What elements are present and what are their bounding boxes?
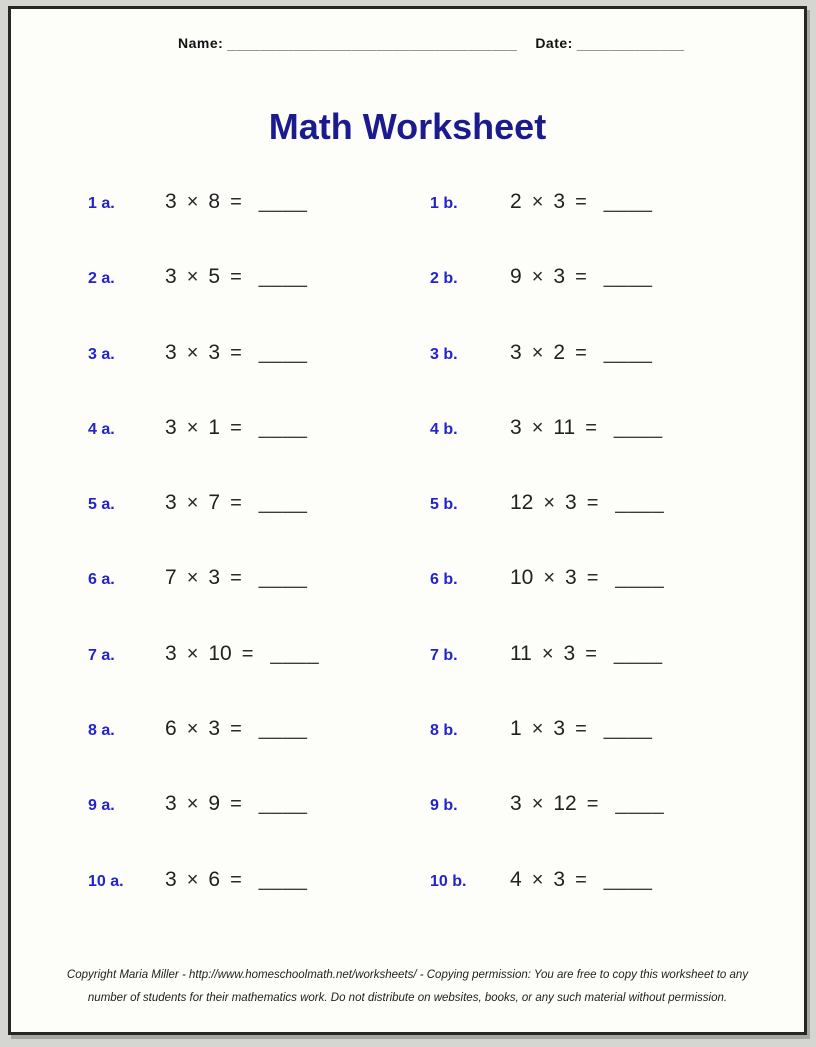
equals-sign: = [586, 492, 599, 515]
problem-label: 6 a. [88, 571, 115, 589]
problem-label: 5 b. [430, 496, 458, 514]
answer-blank: ____ [603, 867, 653, 891]
factor-2: 3 [553, 265, 566, 289]
problem-label: 6 b. [430, 571, 458, 589]
factor-1: 3 [165, 867, 177, 891]
problem-6a [11, 566, 430, 590]
problem-row-10 [11, 868, 804, 943]
date-blank-line: _____________ [576, 35, 685, 51]
answer-blank: ____ [603, 340, 653, 364]
equals-sign: = [586, 793, 599, 816]
expression [165, 190, 307, 214]
multiply-sign: × [186, 718, 199, 741]
expression [165, 416, 307, 440]
factor-2: 3 [565, 566, 577, 590]
factor-1: 3 [510, 340, 522, 364]
copyright-line-2: number of students for their mathematics work. Do not distribute on websites, books, or any such material without permission. [87, 992, 728, 1004]
problem-label: 4 a. [88, 420, 115, 438]
problem-row-4 [11, 416, 804, 491]
problem-10b [430, 868, 804, 892]
equals-sign: = [575, 191, 587, 213]
expression [165, 491, 307, 515]
answer-blank: ____ [258, 340, 308, 364]
expression [165, 341, 307, 365]
problem-2b [430, 265, 804, 289]
expression [510, 341, 652, 365]
factor-1: 3 [165, 415, 177, 439]
answer-blank: ____ [613, 415, 663, 439]
factor-2: 8 [208, 190, 221, 213]
factor-2: 3 [553, 190, 566, 213]
answer-blank: ____ [270, 641, 320, 665]
problem-3a [11, 341, 430, 365]
expression [510, 868, 652, 892]
factor-2: 1 [208, 415, 221, 439]
factor-2: 3 [208, 717, 221, 741]
answer-blank: ____ [258, 792, 308, 816]
multiply-sign: × [186, 266, 199, 289]
multiply-sign: × [186, 793, 199, 816]
answer-blank: ____ [258, 265, 308, 289]
problem-label: 2 b. [430, 270, 458, 288]
problem-1b [430, 190, 804, 214]
factor-1: 11 [510, 641, 532, 665]
problem-5a [11, 491, 430, 515]
problem-label: 3 b. [430, 345, 458, 363]
multiply-sign: × [531, 868, 544, 891]
answer-blank: ____ [258, 566, 308, 590]
equals-sign: = [230, 793, 242, 816]
factor-2: 10 [208, 641, 232, 665]
multiply-sign: × [186, 416, 199, 439]
expression [165, 642, 319, 666]
problem-row-9 [11, 792, 804, 867]
problem-row-5 [11, 491, 804, 566]
problem-7b [430, 642, 804, 666]
multiply-sign: × [531, 416, 544, 439]
expression [510, 190, 652, 214]
problem-7a [11, 642, 430, 666]
problem-4b [430, 416, 804, 440]
problem-label: 10 a. [88, 872, 124, 890]
multiply-sign: × [531, 793, 544, 816]
equals-sign: = [230, 492, 242, 515]
expression [510, 642, 663, 666]
factor-1: 4 [510, 867, 522, 891]
problem-label: 3 a. [88, 345, 115, 363]
problem-label: 8 a. [88, 722, 115, 740]
answer-blank: ____ [258, 415, 308, 439]
problem-label: 2 a. [88, 270, 115, 288]
worksheet-page [8, 6, 807, 1035]
factor-1: 3 [165, 491, 177, 515]
factor-1: 9 [510, 265, 522, 289]
problem-row-7 [11, 642, 804, 717]
problem-6b [430, 566, 804, 590]
problem-label: 1 b. [430, 195, 458, 212]
problem-row-3 [11, 341, 804, 416]
factor-1: 3 [165, 641, 177, 665]
problem-row-1 [11, 190, 804, 265]
factor-2: 3 [208, 340, 221, 364]
equals-sign: = [230, 416, 242, 439]
multiply-sign: × [186, 191, 199, 213]
factor-2: 9 [208, 792, 221, 816]
expression [510, 792, 664, 816]
problems-grid [11, 190, 804, 943]
equals-sign: = [230, 191, 242, 213]
problem-3b [430, 341, 804, 365]
factor-2: 3 [553, 867, 566, 891]
problem-row-8 [11, 717, 804, 792]
answer-blank: ____ [615, 566, 665, 590]
factor-2: 2 [553, 340, 566, 364]
answer-blank: ____ [615, 792, 665, 816]
equals-sign: = [585, 416, 597, 439]
factor-1: 7 [165, 566, 177, 590]
expression [510, 717, 652, 741]
problem-label: 9 a. [88, 797, 115, 815]
problem-10a [11, 868, 430, 892]
factor-2: 11 [553, 415, 576, 439]
factor-2: 7 [208, 491, 221, 515]
factor-1: 3 [165, 792, 177, 816]
answer-blank: ____ [258, 190, 308, 213]
factor-1: 3 [165, 265, 177, 289]
factor-1: 10 [510, 566, 534, 590]
date-label: Date: [535, 35, 573, 51]
factor-1: 2 [510, 190, 522, 213]
equals-sign: = [575, 341, 587, 364]
expression [165, 792, 307, 816]
equals-sign: = [230, 718, 242, 741]
problem-2a [11, 265, 430, 289]
multiply-sign: × [186, 567, 199, 590]
problem-4a [11, 416, 430, 440]
multiply-sign: × [186, 868, 199, 891]
expression [165, 868, 307, 892]
multiply-sign: × [186, 492, 199, 515]
page-title: Math Worksheet [268, 106, 547, 147]
multiply-sign: × [186, 341, 199, 364]
factor-1: 3 [510, 792, 522, 816]
problem-1a [11, 190, 430, 214]
multiply-sign: × [543, 492, 556, 515]
factor-1: 1 [510, 717, 522, 741]
factor-1: 6 [165, 717, 177, 741]
problem-label: 1 a. [88, 195, 115, 212]
factor-2: 3 [563, 641, 576, 665]
factor-2: 5 [208, 265, 221, 289]
answer-blank: ____ [258, 491, 308, 515]
copyright-footer [11, 964, 804, 1010]
name-date-line [178, 35, 685, 51]
factor-2: 6 [208, 867, 221, 891]
factor-1: 3 [510, 415, 522, 439]
equals-sign: = [230, 341, 242, 364]
problem-row-2 [11, 265, 804, 340]
equals-sign: = [230, 266, 242, 289]
multiply-sign: × [541, 642, 554, 665]
equals-sign: = [585, 642, 597, 665]
problem-8a [11, 717, 430, 741]
problem-row-6 [11, 566, 804, 641]
equals-sign: = [230, 868, 242, 891]
problem-label: 4 b. [430, 420, 458, 438]
problem-5b [430, 491, 804, 515]
expression [165, 566, 307, 590]
multiply-sign: × [543, 567, 556, 590]
problem-label: 10 b. [430, 872, 467, 890]
multiply-sign: × [531, 266, 544, 289]
expression [165, 717, 307, 741]
problem-label: 8 b. [430, 722, 458, 740]
name-label: Name: [178, 35, 224, 51]
factor-2: 3 [208, 566, 221, 590]
expression [510, 566, 664, 590]
factor-2: 12 [553, 792, 577, 816]
factor-1: 3 [165, 190, 177, 213]
name-blank-line: ___________________________________ [227, 35, 518, 51]
equals-sign: = [586, 567, 599, 590]
copyright-line-1: Copyright Maria Miller - http://www.homeschoolmath.net/worksheets/ - Copying permission: You are free to copy this worksheet to any [66, 969, 749, 981]
multiply-sign: × [531, 341, 544, 364]
problem-9b [430, 792, 804, 816]
equals-sign: = [575, 718, 587, 741]
problem-label: 5 a. [88, 496, 115, 514]
expression [510, 416, 663, 440]
factor-2: 3 [553, 717, 566, 741]
problem-label: 9 b. [430, 797, 458, 815]
factor-1: 12 [510, 491, 534, 515]
answer-blank: ____ [603, 717, 653, 741]
equals-sign: = [575, 868, 587, 891]
expression [165, 265, 307, 289]
problem-label: 7 b. [430, 646, 458, 664]
problem-9a [11, 792, 430, 816]
problem-8b [430, 717, 804, 741]
multiply-sign: × [531, 191, 544, 213]
answer-blank: ____ [258, 717, 308, 741]
answer-blank: ____ [603, 265, 653, 289]
multiply-sign: × [531, 718, 544, 741]
expression [510, 265, 652, 289]
multiply-sign: × [186, 642, 199, 665]
equals-sign: = [230, 567, 242, 590]
problem-label: 7 a. [88, 646, 115, 664]
answer-blank: ____ [258, 867, 308, 891]
answer-blank: ____ [603, 190, 653, 213]
equals-sign: = [241, 642, 254, 665]
factor-2: 3 [565, 491, 577, 515]
factor-1: 3 [165, 340, 177, 364]
answer-blank: ____ [615, 491, 665, 515]
expression [510, 491, 664, 515]
answer-blank: ____ [613, 641, 663, 665]
equals-sign: = [575, 266, 587, 289]
